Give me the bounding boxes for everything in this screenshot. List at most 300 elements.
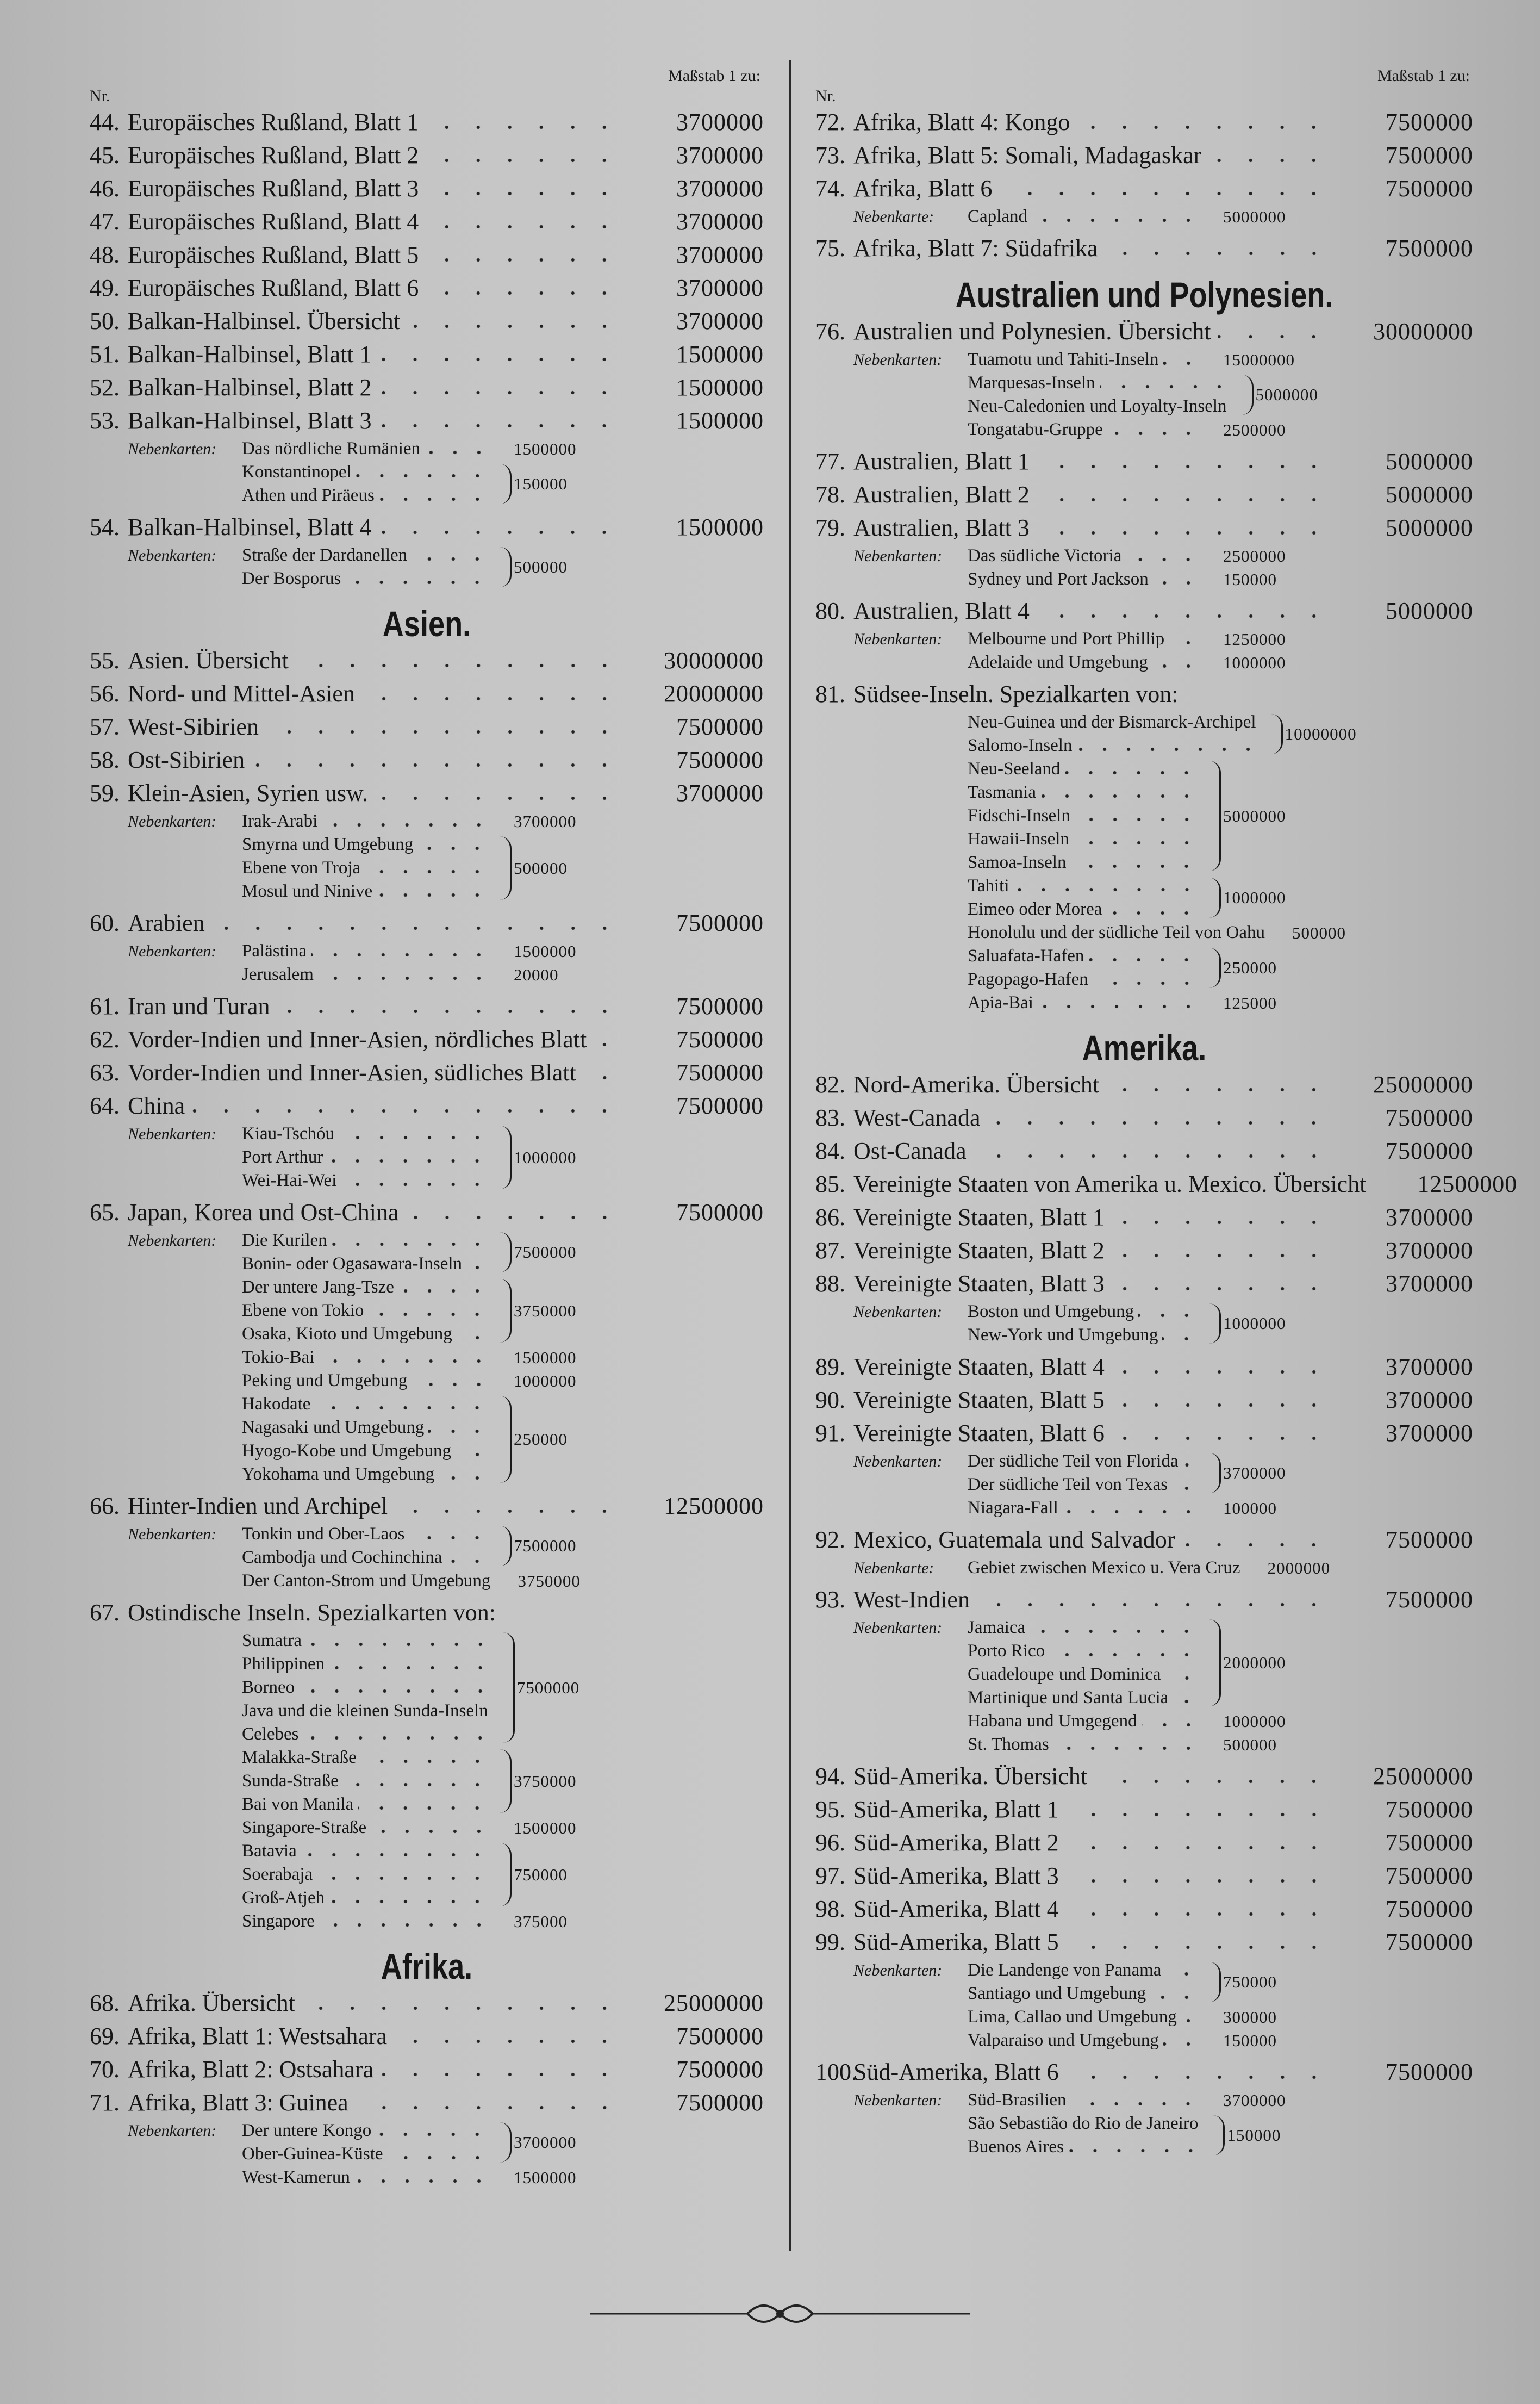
entry-title: Balkan-Halbinsel, Blatt 4 — [128, 514, 372, 541]
dot-leader — [381, 2053, 620, 2086]
map-entry — [815, 315, 1473, 348]
inset-group — [242, 1746, 606, 1816]
inset-map — [968, 2135, 1207, 2159]
inset-map — [968, 348, 1205, 371]
inset-name: São Sebastião do Rio de Janeiro — [968, 2114, 1199, 2133]
map-entry — [815, 1201, 1473, 1234]
inset-names — [968, 1556, 1249, 1580]
brace-icon — [496, 1232, 512, 1272]
inset-name: New-York und Umgebung — [968, 1325, 1158, 1345]
map-entry — [815, 478, 1473, 511]
map-entry — [815, 1234, 1473, 1267]
inset-name: Fidschi-Inseln — [968, 806, 1070, 825]
dot-leader — [318, 963, 491, 986]
inset-label: Nebenkarten: — [128, 1125, 217, 1143]
inset-name: Kiau-Tschóu — [242, 1124, 334, 1144]
inset-name: Athen und Piräeus — [242, 486, 375, 505]
inset-names — [242, 544, 494, 591]
inset-names — [242, 461, 494, 507]
dot-leader — [1074, 828, 1199, 851]
dot-leader — [1107, 418, 1200, 442]
brace-icon — [1205, 1303, 1221, 1344]
entry-scale: 7500000 — [1386, 2059, 1473, 2085]
inset-name: Der untere Jang-Tsze — [242, 1277, 394, 1297]
entry-title: Süd-Amerika, Blatt 5 — [853, 1929, 1059, 1955]
inset-map — [242, 461, 494, 484]
dot-leader — [317, 1863, 489, 1886]
dot-leader — [426, 238, 620, 271]
inset-label: Nebenkarten: — [128, 546, 217, 564]
dot-leader — [1067, 2055, 1330, 2089]
inset-name: Groß-Atjeh — [242, 1888, 325, 1908]
dot-leader — [1038, 991, 1200, 1015]
entry-number: 88. — [815, 1270, 845, 1297]
entry-title: Balkan-Halbinsel, Blatt 1 — [128, 341, 372, 368]
dot-leader — [1173, 1686, 1199, 1710]
inset-name: Hawaii-Inseln — [968, 829, 1069, 849]
map-entry — [90, 271, 764, 305]
map-entry — [815, 1523, 1473, 1556]
entry-scale: 3700000 — [1386, 1270, 1473, 1297]
inset-group — [242, 1840, 606, 1910]
entry-number: 91. — [815, 1420, 845, 1446]
entry-scale: 7500000 — [1386, 175, 1473, 202]
inset-map — [242, 1169, 494, 1192]
entry-number: 62. — [90, 1026, 120, 1053]
entry-title: Europäisches Rußland, Blatt 6 — [128, 275, 419, 301]
entry-title: Balkan-Halbinsel. Übersicht — [128, 308, 400, 334]
dot-leader — [363, 677, 620, 710]
inset-name: Neu-Guinea und der Bismarck-Archipel — [968, 712, 1256, 732]
dot-leader — [301, 1840, 489, 1863]
dot-leader — [584, 1056, 620, 1089]
inset-name: Melbourne und Port Phillip — [968, 629, 1165, 649]
inset-scale: 750000 — [514, 1865, 568, 1884]
inset-name: Philippinen — [242, 1654, 325, 1674]
inset-group — [242, 1346, 606, 1369]
inset-map — [242, 1653, 497, 1676]
inset-maps — [815, 711, 1473, 1015]
inset-name: Cambodja und Cochinchina — [242, 1548, 442, 1567]
inset-names — [968, 874, 1203, 921]
dot-leader — [1000, 172, 1330, 205]
inset-names — [242, 2119, 494, 2166]
entry-title: Balkan-Halbinsel, Blatt 3 — [128, 407, 372, 434]
entry-title: Australien, Blatt 1 — [853, 448, 1030, 475]
entry-number: 100. — [815, 2059, 857, 2085]
dot-leader — [466, 1252, 489, 1276]
entry-title: West-Indien — [853, 1586, 970, 1613]
entry-number: 69. — [90, 2023, 120, 2049]
inset-group — [242, 1569, 606, 1593]
entry-scale: 12500000 — [664, 1493, 764, 1519]
inset-map — [968, 1959, 1203, 1982]
dot-leader — [407, 1196, 620, 1229]
inset-name: Buenos Aires — [968, 2137, 1064, 2157]
inset-scale: 3750000 — [518, 1571, 581, 1591]
entry-scale: 5000000 — [1386, 514, 1473, 541]
inset-map — [968, 2112, 1207, 2135]
dot-leader — [1153, 568, 1200, 591]
inset-name: Tuamotu und Tahiti-Inseln — [968, 350, 1159, 369]
dot-leader — [322, 810, 491, 833]
brace-icon — [496, 1526, 512, 1566]
entry-number: 85. — [815, 1171, 845, 1197]
entry-scale: 7500000 — [1386, 1929, 1473, 1955]
inset-scale: 10000000 — [1285, 724, 1357, 743]
entry-number: 60. — [90, 910, 120, 936]
inset-scale: 500000 — [514, 557, 568, 576]
section-heading: Amerika. — [1082, 1028, 1207, 1068]
dot-leader — [1126, 544, 1200, 568]
map-entry — [90, 404, 764, 437]
entry-title: Europäisches Rußland, Blatt 1 — [128, 109, 419, 135]
inset-map — [242, 2119, 494, 2142]
brace-icon — [1267, 714, 1283, 754]
dot-leader — [1030, 1616, 1199, 1639]
inset-name: Niagara-Fall — [968, 1498, 1058, 1518]
entry-scale: 7500000 — [676, 993, 764, 1020]
inset-map — [242, 1393, 494, 1416]
entry-scale: 7500000 — [1386, 235, 1473, 262]
inset-scale: 5000000 — [1223, 207, 1286, 226]
entry-scale: 7500000 — [676, 1026, 764, 1053]
inset-map — [242, 1723, 497, 1746]
dot-leader — [356, 461, 489, 484]
inset-group — [242, 1369, 606, 1393]
inset-label: Nebenkarten: — [128, 942, 217, 960]
inset-name: Die Kurilen — [242, 1231, 327, 1250]
entry-title: Arabien — [128, 910, 205, 936]
dot-leader — [1152, 651, 1200, 674]
inset-scale: 150000 — [1223, 569, 1277, 589]
inset-group — [968, 757, 1315, 874]
inset-name: Java und die kleinen Sunda-Inseln — [242, 1701, 488, 1720]
brace-icon — [496, 1843, 512, 1906]
entry-number: 95. — [815, 1796, 845, 1823]
dot-leader — [329, 1653, 492, 1676]
inset-scale: 1000000 — [1223, 653, 1286, 672]
inset-names — [968, 628, 1205, 651]
dot-leader — [213, 906, 620, 940]
inset-scale: 250000 — [514, 1430, 568, 1449]
entry-scale: 1500000 — [676, 514, 764, 541]
dot-leader — [311, 940, 491, 963]
inset-names — [242, 1523, 494, 1569]
entry-scale: 25000000 — [1373, 1763, 1473, 1790]
entry-number: 59. — [90, 780, 120, 806]
inset-map — [242, 2166, 495, 2189]
map-entry — [815, 1134, 1473, 1167]
map-entry — [90, 710, 764, 743]
entry-number: 67. — [90, 1599, 120, 1626]
entry-number: 71. — [90, 2089, 120, 2116]
entry-scale: 3700000 — [676, 275, 764, 301]
inset-map — [242, 833, 494, 856]
inset-names — [968, 991, 1205, 1015]
dot-leader — [426, 271, 620, 305]
dot-leader — [1037, 511, 1330, 544]
inset-map — [242, 1746, 494, 1769]
map-entry — [815, 1583, 1473, 1616]
dot-leader — [1138, 1300, 1199, 1324]
entry-title: Vereinigte Staaten, Blatt 3 — [853, 1270, 1105, 1297]
inset-maps — [815, 348, 1473, 442]
map-entry — [90, 1196, 764, 1229]
inset-name: Porto Rico — [968, 1641, 1045, 1661]
inset-group — [242, 810, 606, 833]
inset-map — [968, 2089, 1205, 2112]
entry-title: Europäisches Rußland, Blatt 4 — [128, 208, 419, 235]
inset-scale: 3750000 — [514, 1301, 577, 1320]
dot-leader — [426, 139, 620, 172]
dot-leader — [376, 777, 620, 810]
dot-leader — [1075, 804, 1199, 828]
dot-leader — [409, 1523, 489, 1546]
inset-scale: 1500000 — [514, 1347, 577, 1367]
inset-group — [968, 651, 1315, 674]
map-entry — [90, 172, 764, 205]
dot-leader — [1112, 1417, 1330, 1450]
inset-names — [242, 1276, 494, 1346]
inset-map — [242, 1252, 494, 1276]
entry-scale: 7500000 — [676, 2056, 764, 2083]
dot-leader — [439, 1463, 489, 1486]
inset-name: Yokohama und Umgebung — [242, 1464, 435, 1484]
dot-leader — [1183, 1450, 1199, 1473]
inset-names — [242, 437, 495, 461]
inset-maps — [90, 1629, 764, 1933]
column-divider — [789, 60, 791, 2251]
inset-group — [968, 1496, 1315, 1520]
inset-names — [968, 1496, 1205, 1520]
dot-leader — [1112, 1201, 1330, 1234]
entry-scale: 3700000 — [676, 109, 764, 135]
dot-leader — [345, 567, 489, 591]
entry-number: 75. — [815, 235, 845, 262]
entry-title: Hinter-Indien und Archipel — [128, 1493, 388, 1519]
entry-number: 90. — [815, 1387, 845, 1413]
inset-map — [968, 945, 1203, 968]
inset-scale: 1000000 — [1223, 888, 1286, 907]
brace-icon — [1205, 1453, 1221, 1493]
inset-name: Peking und Umgebung — [242, 1371, 408, 1390]
inset-group — [968, 1959, 1315, 2005]
entry-number: 50. — [90, 308, 120, 334]
inset-scale: 1000000 — [1223, 1711, 1286, 1731]
entry-number: 44. — [90, 109, 120, 135]
inset-map — [968, 734, 1265, 757]
dot-leader — [1165, 1663, 1199, 1686]
inset-map — [968, 544, 1205, 568]
inset-names — [968, 1959, 1203, 2005]
inset-scale: 20000 — [514, 965, 559, 984]
dot-leader — [379, 338, 620, 371]
dot-leader — [1067, 1892, 1330, 1925]
dot-leader — [1169, 628, 1200, 651]
map-entry — [90, 777, 764, 810]
dot-leader — [315, 1393, 489, 1416]
entry-number: 53. — [90, 407, 120, 434]
map-entry — [815, 232, 1473, 265]
inset-names — [968, 544, 1205, 568]
map-entry — [90, 2053, 764, 2086]
dot-leader — [395, 1489, 620, 1523]
inset-name: Batavia — [242, 1841, 297, 1861]
inset-names — [968, 1733, 1205, 1756]
section-heading: Australien und Polynesien. — [955, 275, 1333, 315]
inset-name: Nagasaki und Umgebung — [242, 1418, 425, 1437]
inset-label: Nebenkarten: — [853, 1303, 943, 1321]
inset-group — [242, 1816, 606, 1840]
inset-scale: 15000000 — [1223, 350, 1295, 369]
dot-leader — [278, 990, 620, 1023]
inset-group — [968, 371, 1319, 418]
inset-label: Nebenkarten: — [128, 440, 217, 458]
dot-leader — [379, 511, 620, 544]
dot-leader — [192, 1089, 620, 1122]
map-entry — [90, 139, 764, 172]
inset-names — [242, 1229, 494, 1276]
inset-map — [242, 1439, 494, 1463]
entry-scale: 25000000 — [1373, 1071, 1473, 1098]
inset-name: Ebene von Troja — [242, 858, 361, 878]
inset-name: Das südliche Victoria — [968, 546, 1122, 566]
inset-name: Der südliche Teil von Florida — [968, 1451, 1179, 1471]
dot-leader — [358, 1793, 489, 1816]
inset-maps — [815, 544, 1473, 591]
entry-scale: 7500000 — [676, 713, 764, 740]
entry-number: 77. — [815, 448, 845, 475]
inset-scale: 150000 — [514, 474, 568, 493]
entry-number: 83. — [815, 1104, 845, 1131]
entry-scale: 7500000 — [1386, 142, 1473, 169]
map-entry — [90, 305, 764, 338]
inset-map — [242, 1676, 497, 1699]
entry-number: 46. — [90, 175, 120, 202]
entry-number: 73. — [815, 142, 845, 169]
inset-name: Martinique und Santa Lucia — [968, 1688, 1169, 1707]
map-entry — [815, 1826, 1473, 1859]
inset-name: Singapore-Straße — [242, 1818, 367, 1837]
inset-group — [968, 628, 1315, 651]
map-entry — [90, 677, 764, 710]
entry-scale: 5000000 — [1386, 598, 1473, 624]
entry-scale: 3700000 — [676, 208, 764, 235]
entry-scale: 1500000 — [676, 374, 764, 401]
entry-title: Afrika, Blatt 2: Ostsahara — [128, 2056, 374, 2083]
inset-group — [242, 940, 606, 963]
entry-title: Australien, Blatt 2 — [853, 481, 1030, 508]
dot-leader — [1014, 874, 1199, 898]
dot-leader — [1076, 734, 1260, 757]
dot-leader — [1068, 2135, 1202, 2159]
inset-map — [242, 1299, 494, 1322]
entry-title: Europäisches Rußland, Blatt 5 — [128, 241, 419, 268]
entry-title: Vereinigte Staaten, Blatt 4 — [853, 1353, 1105, 1380]
inset-group — [242, 1393, 606, 1486]
inset-scale: 750000 — [1223, 1972, 1277, 1991]
inset-names — [242, 810, 495, 833]
map-entry — [90, 2020, 764, 2053]
entry-number: 79. — [815, 514, 845, 541]
inset-name: Saluafata-Hafen — [968, 946, 1084, 966]
inset-map — [968, 1324, 1203, 1347]
inset-name: Tongatabu-Gruppe — [968, 420, 1103, 439]
inset-names — [242, 1910, 495, 1933]
inset-group — [968, 2005, 1315, 2029]
inset-names — [242, 833, 494, 903]
entry-number: 56. — [90, 680, 120, 707]
section-heading: Asien. — [382, 604, 471, 644]
inset-names — [968, 568, 1205, 591]
dot-leader — [1070, 2089, 1200, 2112]
entry-number: 51. — [90, 341, 120, 368]
brace-icon — [496, 1749, 512, 1813]
entry-scale: 3700000 — [1386, 1387, 1473, 1413]
inset-map — [968, 1982, 1203, 2005]
map-entry — [815, 1793, 1473, 1826]
inset-map — [968, 828, 1203, 851]
inset-map — [242, 1793, 494, 1816]
entry-scale: 5000000 — [1386, 481, 1473, 508]
entry-title: Süd-Amerika, Blatt 1 — [853, 1796, 1059, 1823]
inset-scale: 2000000 — [1223, 1653, 1286, 1672]
entry-number: 68. — [90, 1990, 120, 2016]
map-entry — [815, 1101, 1473, 1134]
inset-name: Tasmania — [968, 782, 1036, 802]
entry-number: 74. — [815, 175, 845, 202]
entry-number: 97. — [815, 1862, 845, 1889]
entry-title: Süd-Amerika. Übersicht — [853, 1763, 1088, 1790]
entry-scale: 7500000 — [676, 1199, 764, 1226]
inset-group — [242, 963, 606, 986]
inset-label: Nebenkarte: — [853, 1559, 934, 1577]
entry-number: 94. — [815, 1763, 845, 1790]
entry-title: Süd-Amerika, Blatt 3 — [853, 1862, 1059, 1889]
dot-leader — [1150, 1982, 1199, 2005]
entry-number: 70. — [90, 2056, 120, 2083]
map-entry — [90, 1986, 764, 2020]
entry-scale: 7500000 — [676, 1059, 764, 1086]
dot-leader — [343, 1769, 489, 1793]
inset-name: Palästina — [242, 941, 307, 961]
brace-icon — [496, 1126, 512, 1189]
map-entry — [90, 644, 764, 677]
entry-number: 57. — [90, 713, 120, 740]
inset-map — [242, 1122, 494, 1146]
inset-names — [968, 1450, 1203, 1496]
inset-scale: 1000000 — [514, 1371, 577, 1390]
entry-title: Afrika, Blatt 4: Kongo — [853, 109, 1070, 135]
entry-title: Südsee-Inseln. Spezialkarten von: — [853, 681, 1179, 707]
brace-icon — [496, 1396, 512, 1483]
inset-map — [968, 2005, 1205, 2029]
inset-group — [968, 711, 1357, 757]
dot-leader — [1218, 315, 1330, 348]
entry-scale: 30000000 — [1373, 318, 1473, 345]
inset-map — [968, 711, 1265, 734]
entry-scale: 7500000 — [676, 1092, 764, 1119]
inset-scale: 125000 — [1223, 993, 1277, 1012]
map-entry — [90, 105, 764, 139]
inset-scale: 150000 — [1223, 2030, 1277, 2050]
dot-leader — [332, 1229, 489, 1252]
entry-title: Vereinigte Staaten, Blatt 1 — [853, 1204, 1105, 1231]
inset-names — [242, 1840, 494, 1910]
inset-map — [968, 628, 1205, 651]
map-entry — [90, 906, 764, 940]
